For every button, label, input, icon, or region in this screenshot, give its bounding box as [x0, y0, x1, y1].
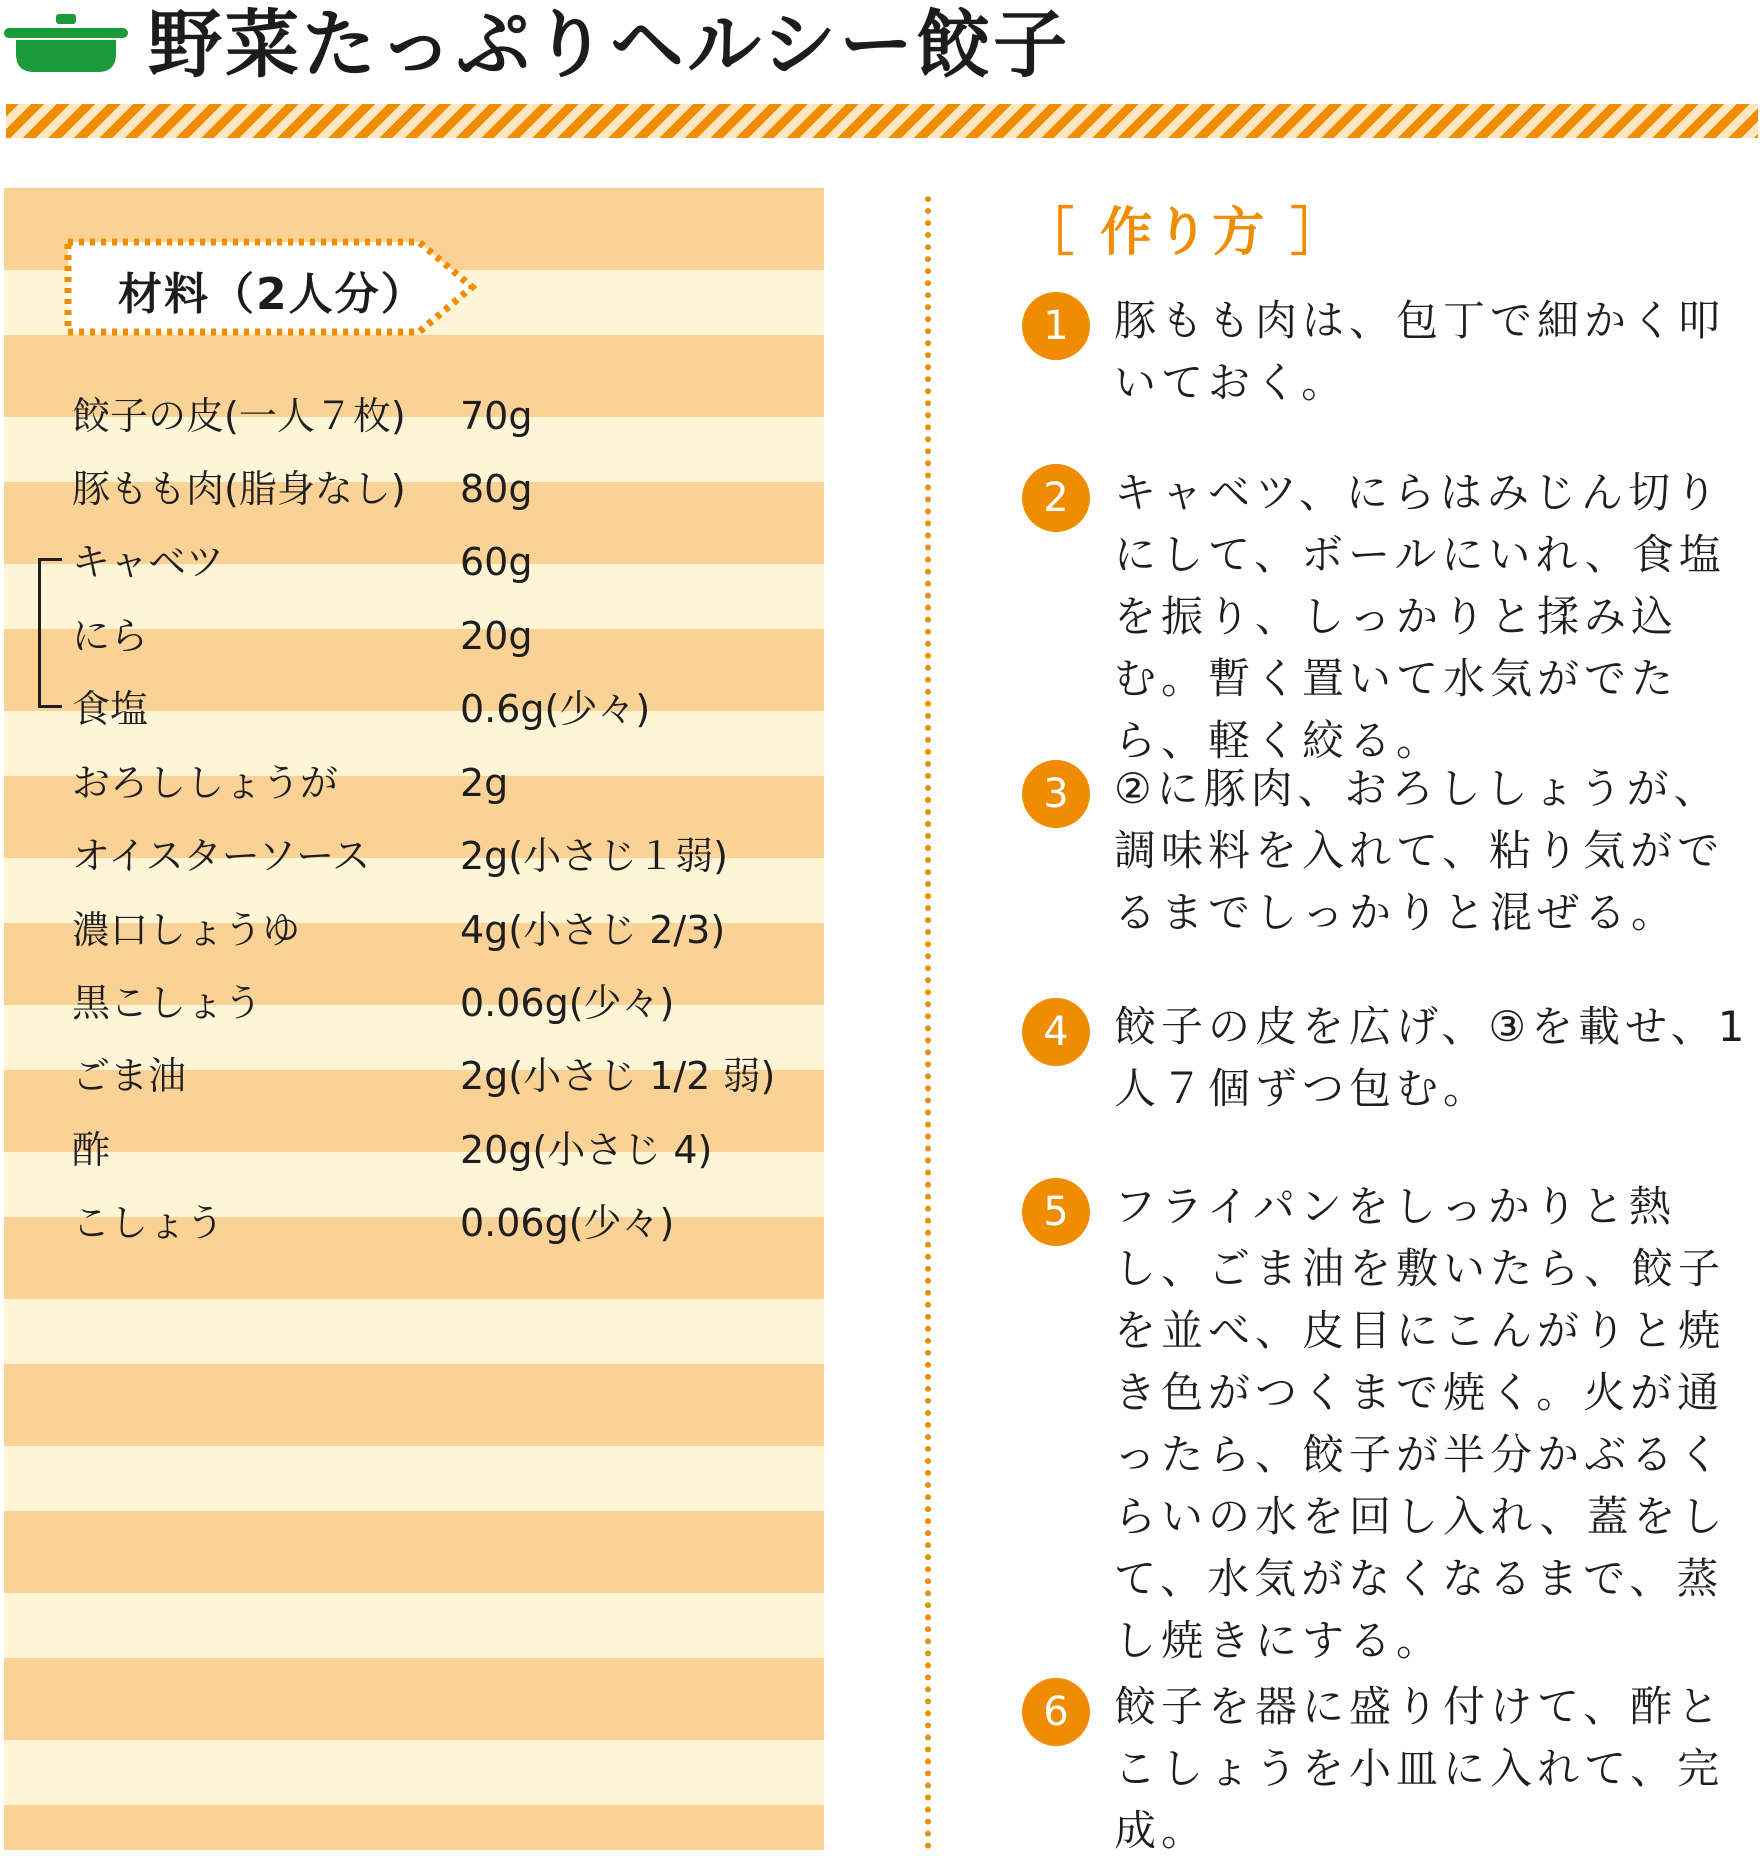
ingredient-name: にら: [72, 614, 149, 658]
ingredient-amount: 0.06g(少々): [460, 981, 675, 1025]
ingredient-amount: 2g(小さじ１弱): [460, 834, 728, 878]
ingredient-amount: 60g: [460, 540, 533, 584]
ingredient-name: 食塩: [72, 687, 149, 731]
ingredient-row: [4, 1046, 824, 1106]
step-text: 餃子の皮を広げ、③を載せ、1人７個ずつ包む。: [1114, 1002, 1750, 1113]
ingredient-row: [4, 753, 824, 813]
step-text: フライパンをしっかりと熱し、ごま油を敷いたら、餃子を並べ、皮目にこんがりと焼き色がつくまで焼く。火が通ったら、餃子が半分かぶるくらいの水を回し入れ、蓋をして、水気がなくなるまで、蒸し焼きにする。: [1114, 1182, 1728, 1665]
ingredient-amount: 2g: [460, 761, 509, 805]
ingredient-row: [4, 826, 824, 886]
ingredients-heading-tag: [64, 238, 484, 338]
ingredient-row: [4, 606, 824, 666]
ingredient-name: 濃口しょうゆ: [72, 908, 301, 952]
ingredient-amount: 0.6g(少々): [460, 687, 651, 731]
ingredient-row: [4, 900, 824, 960]
decorative-stripe: [6, 104, 1758, 138]
page-title: 野菜たっぷりヘルシー餃子: [148, 2, 1071, 88]
ingredient-name: キャベツ: [72, 540, 225, 584]
step-number-badge: 6: [1022, 1678, 1090, 1746]
ingredient-row: [4, 532, 824, 592]
page-header: [0, 0, 1760, 150]
ingredient-name: 豚もも肉(脂身なし): [72, 467, 406, 511]
ingredient-amount: 70g: [460, 394, 533, 438]
ingredient-amount: 20g: [460, 614, 533, 658]
step-text: ②に豚肉、おろししょうが、調味料を入れて、粘り気がでるまでしっかりと混ぜる。: [1114, 764, 1725, 937]
step-number-badge: 4: [1022, 998, 1090, 1066]
ingredient-amount: 2g(小さじ 1/2 弱): [460, 1054, 776, 1098]
ingredient-row: [4, 973, 824, 1033]
ingredient-row: [4, 1193, 824, 1253]
ingredient-row: [4, 1120, 824, 1180]
ingredient-name: ごま油: [72, 1054, 187, 1098]
ingredient-amount: 0.06g(少々): [460, 1201, 675, 1245]
step-number-badge: 2: [1022, 464, 1090, 532]
ingredient-name: 餃子の皮(一人７枚): [72, 394, 406, 438]
column-divider: [925, 196, 931, 1850]
pot-icon: [2, 8, 130, 78]
ingredient-name: 酢: [72, 1128, 111, 1172]
ingredient-amount: 20g(小さじ 4): [460, 1128, 713, 1172]
step-number-badge: 3: [1022, 760, 1090, 828]
ingredient-amount: 4g(小さじ 2/3): [460, 908, 726, 952]
ingredient-name: オイスターソース: [72, 834, 371, 878]
ingredients-heading: 材料（2人分）: [118, 269, 427, 320]
step-text: キャベツ、にらはみじん切りにして、ボールにいれ、食塩を振り、しっかりと揉み込む。暫く置いて水気がでたら、軽く絞る。: [1114, 468, 1726, 765]
ingredient-name: こしょう: [72, 1201, 225, 1245]
ingredient-row: [4, 459, 824, 519]
method-heading: ［ 作り方 ］: [1022, 203, 1347, 263]
ingredient-name: 黒こしょう: [72, 981, 263, 1025]
ingredient-row: [4, 386, 824, 446]
ingredient-row: [4, 679, 824, 739]
step-number-badge: 5: [1022, 1178, 1090, 1246]
ingredients-panel: [4, 188, 824, 1850]
ingredient-amount: 80g: [460, 467, 533, 511]
step-text: 豚もも肉は、包丁で細かく叩いておく。: [1114, 296, 1726, 407]
step-number-badge: 1: [1022, 292, 1090, 360]
ingredient-name: おろししょうが: [72, 761, 339, 805]
step-text: 餃子を器に盛り付けて、酢とこしょうを小皿に入れて、完成。: [1114, 1682, 1725, 1855]
